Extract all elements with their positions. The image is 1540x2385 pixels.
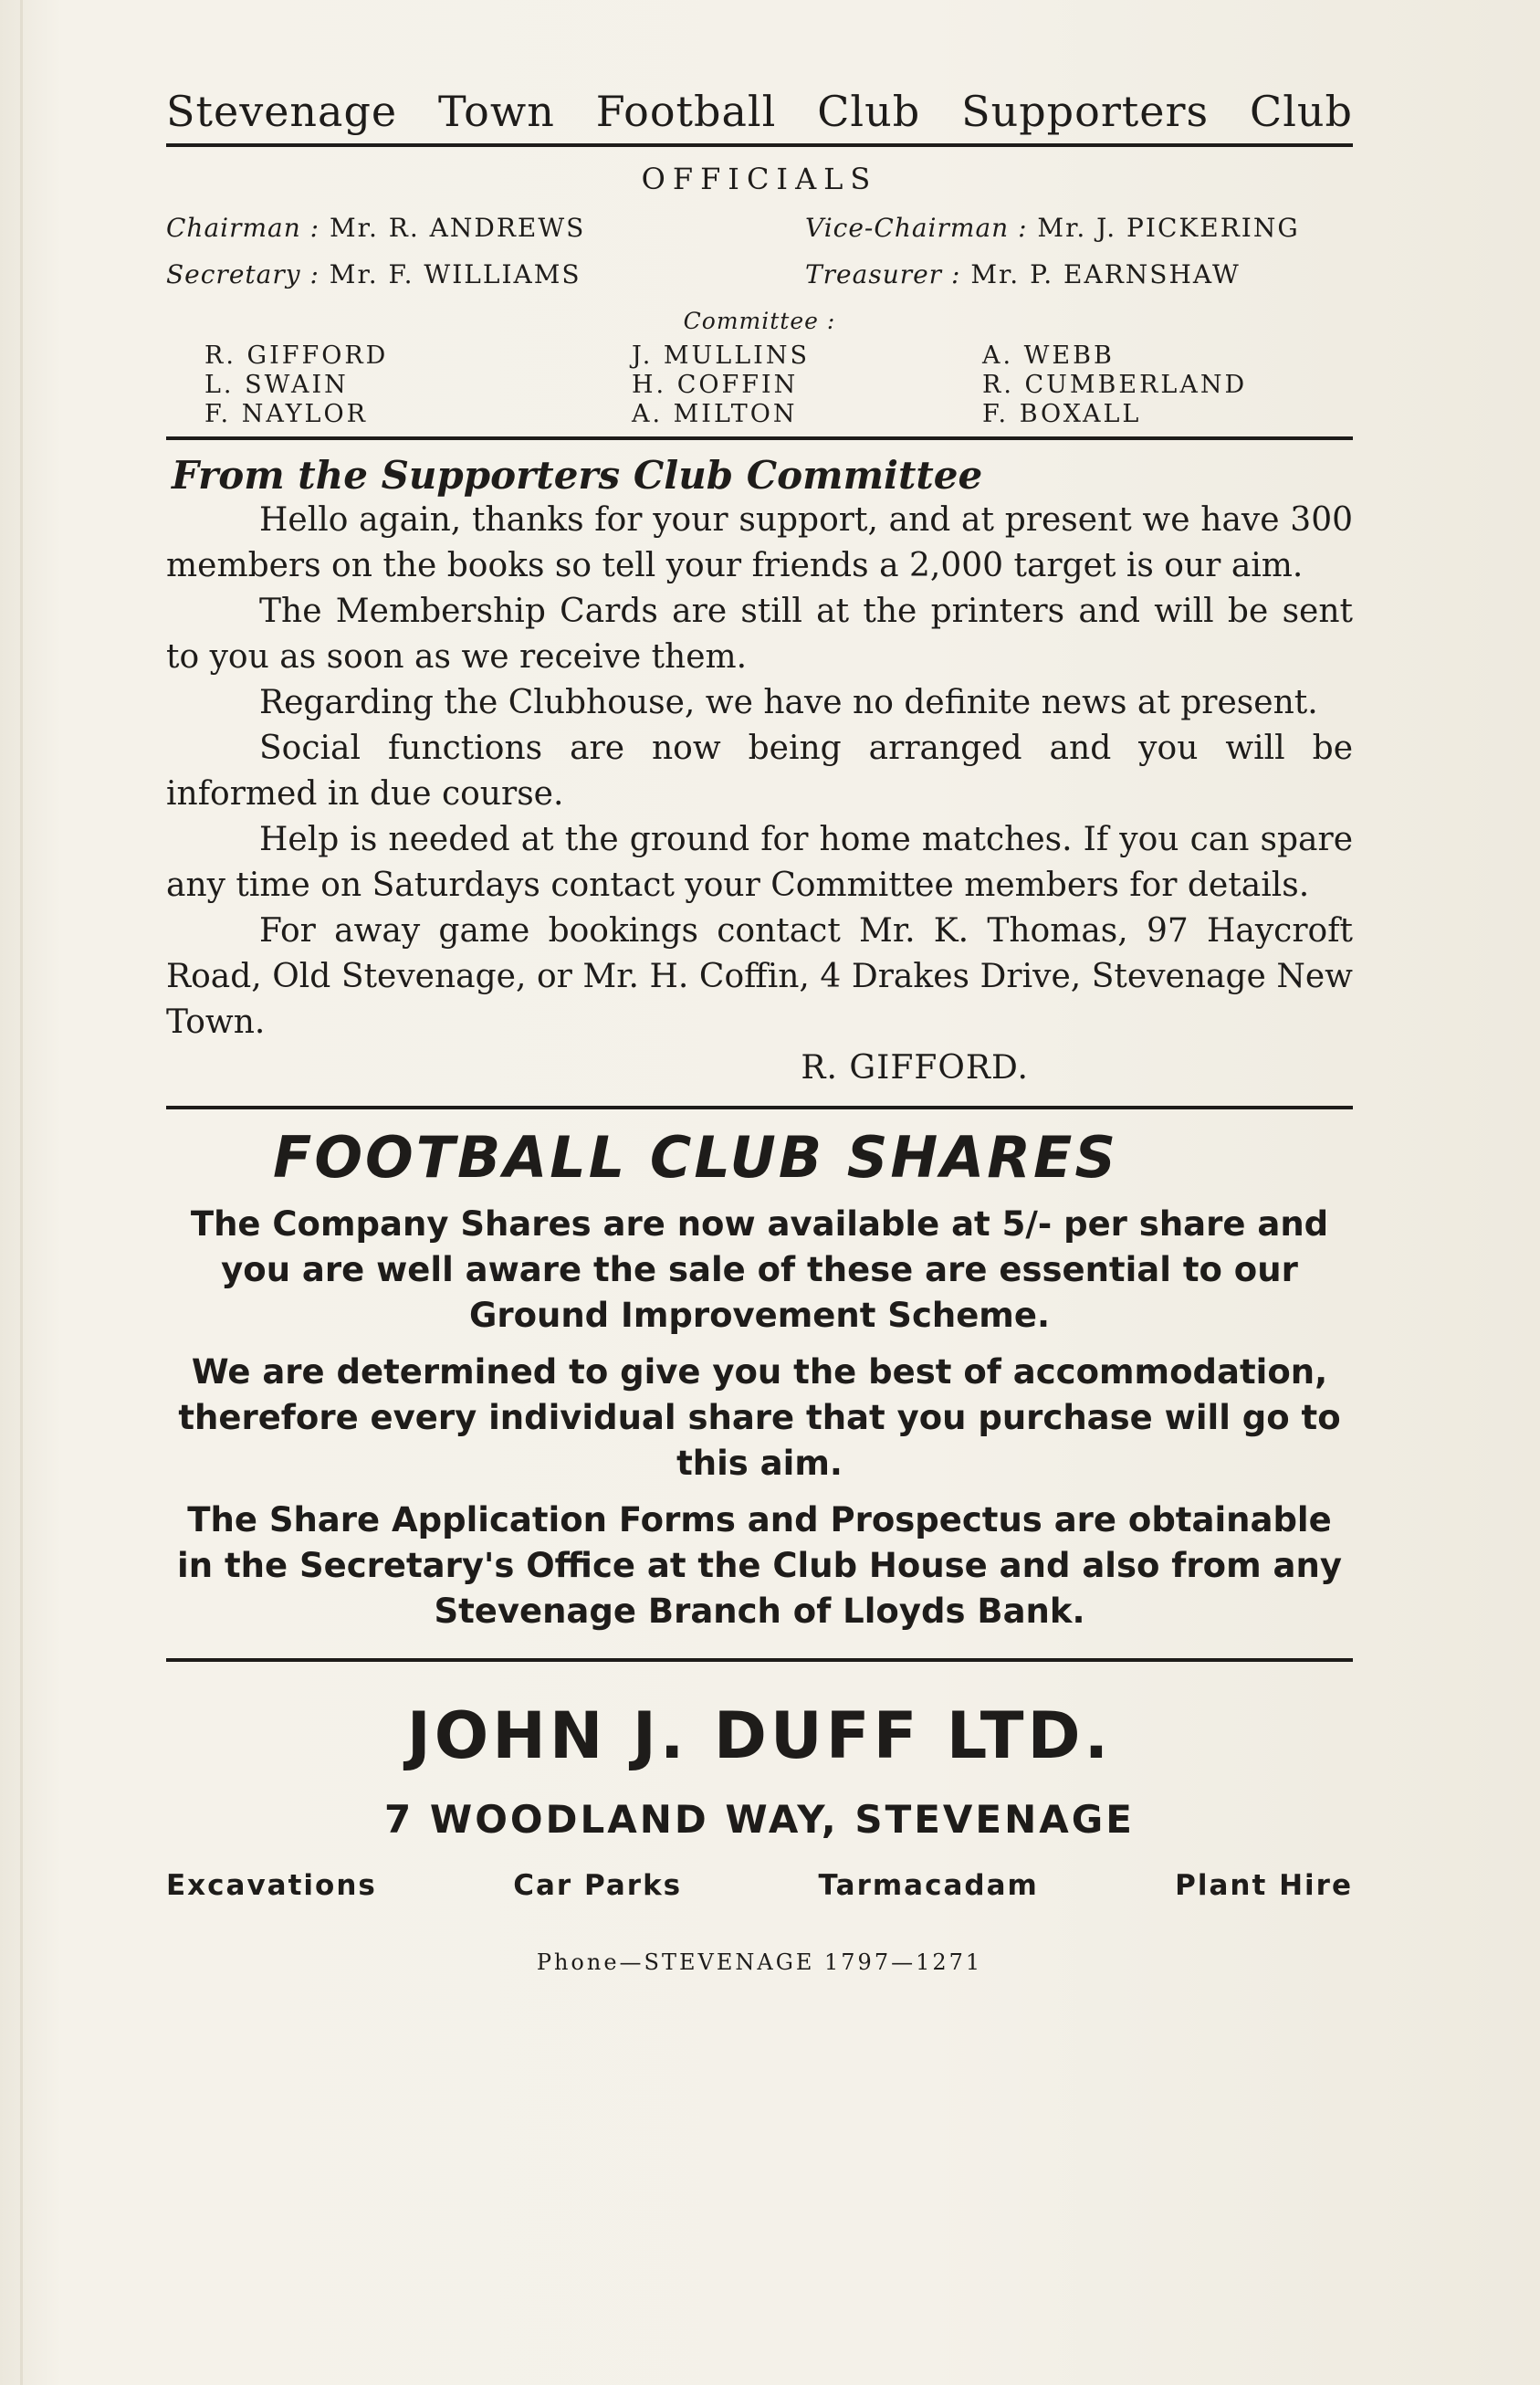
advert-company-name: JOHN J. DUFF LTD. xyxy=(406,1698,1113,1773)
letter-paragraph: Hello again, thanks for your support, and at present we have 300 members on the books so tell your friends a 2,000 target is our aim. xyxy=(166,501,1353,584)
vice-chairman-role: Vice-Chairman : xyxy=(805,213,1028,243)
advert-service: Plant Hire xyxy=(1175,1869,1353,1902)
chairman-name: Mr. R. ANDREWS xyxy=(330,213,586,243)
committee-member: A. WEBB xyxy=(982,341,1115,370)
masthead-word: Club xyxy=(1250,87,1353,136)
letter-signature: R. GIFFORD. xyxy=(801,1049,1029,1087)
letter-paragraph: Help is needed at the ground for home matches. If you can spare any time on Saturdays contact your Committee members for details. xyxy=(166,821,1353,904)
masthead-word: Town xyxy=(438,87,555,136)
advert-service: Car Parks xyxy=(513,1869,683,1902)
committee-member: L. SWAIN xyxy=(204,371,349,399)
advert-services xyxy=(166,1869,1353,1902)
chairman-role: Chairman : xyxy=(166,213,320,243)
secretary xyxy=(166,259,581,289)
masthead-word: Club xyxy=(817,87,921,136)
committee-letter xyxy=(166,498,1353,1091)
shares-paragraph: We are determined to give you the best of accommodation, therefore every individual share that you purchase will go to this aim. xyxy=(178,1352,1341,1483)
page-fold xyxy=(20,0,23,2385)
letter-paragraph: For away game bookings contact Mr. K. Thomas, 97 Haycroft Road, Old Stevenage, or Mr. H. Coffin, 4 Drakes Drive, Stevenage New Town. xyxy=(166,912,1353,1041)
vice-chairman xyxy=(805,213,1353,243)
treasurer-name: Mr. P. EARNSHAW xyxy=(970,259,1241,289)
committee-list xyxy=(166,341,1353,440)
letter-paragraph: Social functions are now being arranged and you will be informed in due course. xyxy=(166,730,1353,813)
officials-row-chair xyxy=(166,213,1353,243)
advert-phone: Phone—STEVENAGE 1797—1271 xyxy=(536,1949,983,1975)
masthead-word: Football xyxy=(595,87,777,136)
advert-service: Tarmacadam xyxy=(818,1869,1039,1902)
shares-paragraph: The Share Application Forms and Prospectus are obtainable in the Secretary's Office at the Club House and also from any Stevenage Branch of Lloyds Bank. xyxy=(177,1500,1342,1631)
masthead xyxy=(166,87,1353,147)
committee-member: R. GIFFORD xyxy=(204,341,389,370)
committee-member: R. CUMBERLAND xyxy=(982,371,1248,399)
letter-paragraph: Regarding the Clubhouse, we have no definite news at present. xyxy=(259,684,1318,721)
page-content xyxy=(166,87,1353,1975)
divider xyxy=(166,1658,1353,1662)
secretary-name: Mr. F. WILLIAMS xyxy=(329,259,581,289)
committee-member: F. BOXALL xyxy=(982,400,1142,428)
officials-row-sec xyxy=(166,259,1353,289)
chairman xyxy=(166,213,585,243)
shares-notice xyxy=(166,1202,1353,1634)
secretary-role: Secretary : xyxy=(166,259,320,289)
treasurer-role: Treasurer : xyxy=(805,259,961,289)
committee-member: A. MILTON xyxy=(632,400,798,428)
masthead-word: Stevenage xyxy=(166,87,398,136)
shares-title: FOOTBALL CLUB SHARES xyxy=(273,1124,1118,1191)
committee-label: Committee : xyxy=(683,308,836,334)
letter-paragraph: The Membership Cards are still at the printers and will be sent to you as soon as we receive them. xyxy=(166,593,1353,676)
committee-member: J. MULLINS xyxy=(632,341,810,370)
advert-service: Excavations xyxy=(166,1869,377,1902)
treasurer xyxy=(805,259,1353,289)
masthead-word: Supporters xyxy=(961,87,1210,136)
advert-address: 7 WOODLAND WAY, STEVENAGE xyxy=(384,1797,1135,1842)
divider xyxy=(166,1106,1353,1109)
letter-title: From the Supporters Club Committee xyxy=(172,453,983,498)
officials-heading: OFFICIALS xyxy=(641,162,878,196)
shares-paragraph: The Company Shares are now available at 5/- per share and you are well aware the sale of these are essential to our Ground Improvement Scheme. xyxy=(190,1204,1329,1335)
committee-member: H. COFFIN xyxy=(632,371,799,399)
vice-chairman-name: Mr. J. PICKERING xyxy=(1037,213,1300,243)
committee-member: F. NAYLOR xyxy=(204,400,368,428)
